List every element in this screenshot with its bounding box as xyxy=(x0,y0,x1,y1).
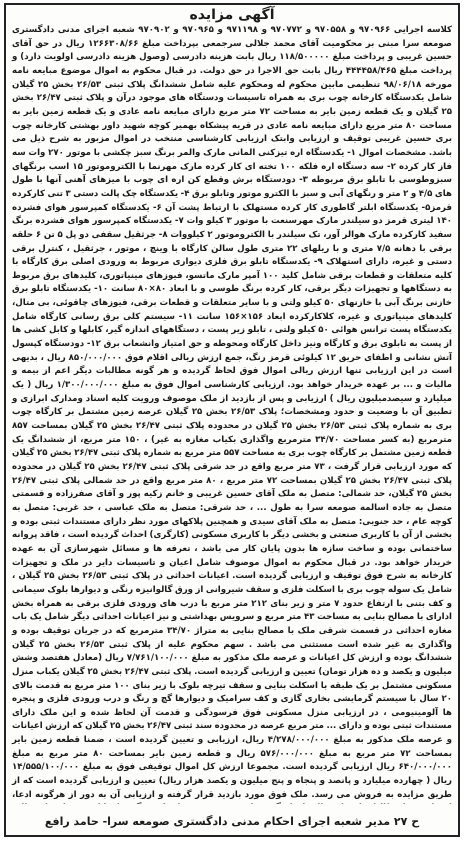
notice-footer: ح ۲۷ مدیر شعبه اجرای احکام مدنی دادگستری صومعه سرا- حامد رافع xyxy=(44,815,420,828)
notice-body: کلاسه اجرایی ۹۷۰۹۶۶ و ۹۷۰۵۵۸ و ۹۷۰۷۷۲ و ۹۷۱۱۹۸ و ۹۷۰۹۶۵ و ۹۷۰۹۰۲ شعبه اجرای مدنی دادگستری صومعه سرا مبنی بر محکومیت آقای محمد جلالی سرجمعی بپرداخت مبلغ ۱۲۶۶۳۰۸/۶۶ ریال در حق آقای حسین غریبی و پرداخت مبلغ ۱۱۸/۵۰۰۰۰۰ ریال بابت هزینه دادرسی (وصول هزینه دادرسی اولویت دارد) و پرداخت مبلغ ۴۴۴۴۵۸/۴۶۵ ریال بابت حق الاجرا در حق دولت. در قبال محکوم به اموال موضوع مبایعه نامه مورخه ۹۸/۰۶/۱۸ تنظیمی مابین محکوم له ومحکوم علیه شامل ششدانگ پلاک ثبتی ۲۶/۵۳ بخش ۲۵ گیلان شامل یکدستگاه کارخانه چوب بری به همراه تاسیسات ودستگاه های موجود درآن و پلاک ثبتی ۲۶/۴۷ بخش ۲۵ گیلان و یک قطعه زمین بایر به مساحت ۷۲ متر مربع دارای مبایعه نامه عادی و یک قطعه زمین بایر به مساحت ۸۰ متر مربع دارای مبایعه نامه عادی در قریه پیشکاه بهمیر کوچه شهید داور بهشتی کارخانه چوب بری حسین غریبی توقیف و ارزیابی وابتک ارزیابی کارشناسی منتخب در اموال مزبور به شرح ذیل می باشد. مشخصات اموال ۱- یکدستگاه اره تیزکنی المانی مارک والمر برنگ سبز چکشی با موتور ۲۷۰ وات سه فاز کار کرده ۲- سه دستگاه اره فلکه ۱۰۰ تخته ای کار کرده مارک مهرنما با الکتروموتور ۱۵ اسب برنگهای سبزوطوسی با تابلو برق مربوطه ۳- دودستگاه برش وقطع کن اره ای چوب با میزهای آهنی آنها با طول های ۴/۵ و ۲ متر و رنگهای آبی و سبز با الکترو موتور وتابلو برق ۴- یکدستگاه چک پالت دستی ۳ تنی کارکرده قرمز۵- یکدستگاه ابلتر گاطوری کار کرده مستهلک با ارتباط پشت آن ۶- یکدستگاه کمپرسور هوای فشرده ۱۴۰ لیتری قرمز دو سیلندر مارک مهرسنعت با موتور ۳ کیلو وات ۷- یکدستگاه کمپرسور هوای فشرده برنگ سفید کارکرده مارک هوالر آور، تک سیلندر با الکتروموتور ۲ کیلووات ۸- جرثقیل سقفی دو پل ۵ تن ۶ حلقه برقی با دهانه ۷/۵ متری و با ریلهای ۲۲ متری طول سالن کارگاه با وینچ ، موتور ، جرثقیل ، کنترل برقی دستی و غیره، دارای استهلاک ۹- یکدستگاه تابلو برق فلزی دیواری مربوط به ورودی اصلی برق کارگاه با کلیه متعلقات و قطعات برقی شامل کلید ۱۰۰ آمپر مارک ماتسو، فیوزهای مینیاتوری، کلیدهای برق مربوط به دستگاهها و تجهیزات دیگر برقی، کار کرده برنگ طوسی و با ابعاد ۸۰×۸۰ سانت ۱۰- یکدستگاه تابلو برق خازنی برنگ آبی با خازنهای ۵۰ کیلو ولتی و با سایر متعلقات و قطعات برقی، فیوزهای چاقوئی، بی متال، کلیدهای مینیاتوری و غیره، کلاکارکرده ابعاد ۱۵۶×۱۵۶ سانت ۱۱- سیستم کلی برق رسانی کارگاه شامل یکدستگاه پست ترانس هوائی ۵۰ کیلو ولتی ، تابلو زیر پست ، دستگاههای اندازه گیر، کابلها و کابل کشی ها از پست به تابلوی برق و کارگاه ونیز داخل کارگاه ومحوطه و حق امتیاز وانشعاب برق ۱۲- دودستگاه کپسول آتش نشانی و اطفای حریق ۱۲ کیلوئی قرمز رنگ، جمع ارزش ریالی اقلام فوق ۸۵۰/۰۰۰/۰۰۰ ریال ، بدیهی است در این ارزیابی تنها ارزش ریالی اموال فوق لحاظ گردیده و هر گونه مطالبات دیگر اعم از بیمه و مالیات و ... بر عهده خریدار خواهد بود. ارزیابی کارشناسی اموال فوق به مبلغ ۱/۳۰۰/۰۰۰/۰۰۰ ریال ( یک میلیارد و سیصدمیلیون ریال ) ارزیابی و پس از بازدید از ملک موصوف ورویت کلیه اسناد ومدارک ابرازی و تطبیق آن با وضعیت و حدود ومشخصات؛ پلاک ۲۶/۵۳ بخش ۲۵ گیلان عرصه زمین مشتمل بر کارگاه چوب بری به شماره پلاک ثبتی ۲۶/۵۳ بخش ۲۵ گیلان در محدوده پلاک ثبتی ۲۶/۴۷ بخش ۲۵ گیلان بمساحت ۸۵۷ مترمربع (به کسر مساحت ۳۴/۷۰ مترمربع واگذاری بکیاب مغازه به غیر) ، ۱۵۰ متر مربع، از ششدانگ یک قطعه زمین مشتمل بر کارگاه چوب بری به مساحت ۵۵۷ متر مربع به شماره پلاک ثبتی ۲۶/۴۷ بخش ۲۵ گیلان که مورد ارزیابی قرار گرفت ، ۷۳ متر مربع واقع در حد شرقی پلاک ثبتی ۲۶/۴۷ بخش ۲۵ گیلان در محدوده پلاک ثبتی ۲۶/۴۷ بخش ۲۵ گیلان بمساحت ۷۲ متر مربع ، ۸۰ متر مربع واقع در حد شمالی پلاک ثبتی ۲۶/۴۷ بخش ۲۵ گیلان، حد شمالی: متصل به ملک آقای حسین غریبی و خانم زکیه پور و آقای صفرزاده و قسمتی متصل به جاده اسالمه صومعه سرا به طول ... ، حد شرقی: متصل به ملک عباسی ، حد غربی: متصل به کوچه عام ، حد جنوبی: متصل به ملک آقای سیدی و همچنین پلاکهای مورد نظر دارای مستندات ثبتی بوده و بخشی از آن با کاربری صنعتی و بخشی دیگر با کاربری مسکونی (کارگری) احداث گردیده است ، فاقد پروانه ساختمانی بوده و ساخت سازه ها بدون پایان کار می باشد ، تعرفه ها و مسائل شهرسازی آن به عهده خریدار خواهد بود. در قبال محکوم به اموال موصوف شامل اعیان و تاسیسات دایر در ملک و تجهیزات کارخانه به شرح فوق توقیف و ارزیابی گردیده است. اعیانات احداثی در پلاک ثبتی ۲۶/۵۳ بخش ۲۵ گیلان ، شامل یک سوله چوب بری با اسکلت فلزی و سقف شیروانی از ورق گالوانیزه رنگی و دیوارها بلوک سیمانی و کف بتنی با ارتفاع حدود ۷ متر و زیر بنای ۲۱۲ متر مربع با درب های ورودی فلزی برقی به همراه بخش ادارای با مصالح بنایی به مساحت ۴۳ متر مربع و سرویس بهداشتی و نیز اعیانات احداثی دیگر شامل یک باب مغازه احداثی در قسمت شرقی ملک با مصالح بنایی به متراژ ۳۴/۷۰ مترمربع که در جریان توقیف بوده و واگذاری به غیر شده است مستثنی می باشد . سهم محکوم علیه از پلاک ثبتی ۲۶/۵۳ بخش ۲۵ گیلان ششدانگ بوده و ارزش کل اعیانات و عرصه ملک مذکور به مبلغ ۷/۷۶۱/۱۰۰/۰۰۰ ریال (معادل هفتصد وشش میلیون و یکصد و ده هزار تومان) تعیین و ارزیابی گردیده است. پلاک ثبتی ۲۶/۴۷ بخش ۲۵ گیلان یکباب منزل مسکونی مشتمل بر یک طبقه با اسکلت بنایی و سقف تیرچه بلوک با زیر بنای ۱۰۰ متر مربع به قدمت بالای ۲۰ سال با سیستم گرمایشی بخاری گازی و کف سرامیک و دیوارها گچ و رنگ و درب ورودی فلزی و پنجره ها آلومینیومی ، در ارزیابی منزل مسکونی فوق فرسودگی و قدمت آن لحاظ شده و این ملک دارای مستندات ثبتی بوده و دارای ... متر مربع عرصه در محدوده سند ثبتی ۲۶/۴۷ بخش ۲۵ گیلان که ارزش اعیانات و عرصه ملک مذکور به مبلغ ۴/۲۷۸/۰۰۰/۰۰۰ ریال، ارزیابی و تعیین گردیده است ، ضمنا قطعه زمین بایر بمساحت ۷۲ متر مربع به مبلغ ۵۷۶/۰۰۰/۰۰۰ ریال و قطعه زمین بایر بمساحت ۸۰ متر مربع به مبلغ ۶۴۰/۰۰۰/۰۰۰ ریال ارزیابی گردیده است. مجموعا ارزش کل اموال توقیفی فوق به مبلغ ۱۴/۵۵۵/۱۰۰/۰۰۰ ریال ( چهارده میلیارد و پانصد و پنجاه و پنج میلیون و یکصد هزار ریال) تعیین و ارزیابی گردیده است که از طریق مزایده به فروش می رسد. ملک فوق مورد بازدید قرار گرفته و ارزیابی آن به دور از هرگونه ادعا، xyxy=(12,25,453,800)
notice-frame xyxy=(4,3,460,837)
notice-title: آگهی مزایده xyxy=(189,7,275,23)
